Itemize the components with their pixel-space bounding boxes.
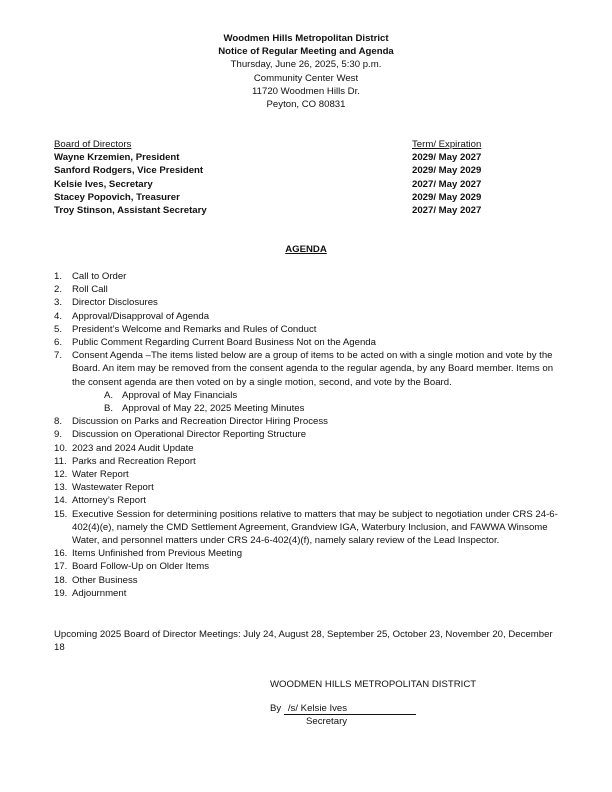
agenda-item xyxy=(54,270,564,283)
item-text: Attorney’s Report xyxy=(72,495,146,507)
meeting-datetime: Thursday, June 26, 2025, 5:30 p.m. xyxy=(230,59,382,71)
item-number: 10. xyxy=(54,442,68,454)
consent-subitem xyxy=(54,402,564,415)
agenda-item xyxy=(54,455,564,468)
item-number: 14. xyxy=(54,495,68,507)
item-text: Executive Session for determining positions relative to matters that may be subject to negotiation under CRS 24-6-402(4)(e), namely the CMD Settlement Agreement, Grandview IGA, Waterbury Inclusion, and FAWWA Winsome Water, and personnel matters under CRS 24-6-402(4)(f), namely salary review of the Lead Inspector. xyxy=(72,508,558,547)
agenda-list xyxy=(54,270,564,600)
member-name: Troy Stinson, Assistant Secretary xyxy=(54,205,207,217)
signature-district: WOODMEN HILLS METROPOLITAN DISTRICT xyxy=(270,679,477,690)
meeting-city: Peyton, CO 80831 xyxy=(266,99,346,111)
item-text: Public Comment Regarding Current Board Business Not on the Agenda xyxy=(72,337,376,349)
item-text: Items Unfinished from Previous Meeting xyxy=(72,548,243,560)
item-number: 15. xyxy=(54,508,68,520)
document-header xyxy=(0,32,612,111)
by-label: By xyxy=(270,703,282,715)
agenda-item xyxy=(54,574,564,587)
board-member-row xyxy=(54,204,486,217)
agenda-item xyxy=(54,428,564,441)
item-number: 17. xyxy=(54,561,68,573)
item-number: 16. xyxy=(54,548,68,560)
agenda-item xyxy=(54,494,564,507)
member-term: 2029/ May 2029 xyxy=(412,191,482,203)
item-text: Discussion on Parks and Recreation Director Hiring Process xyxy=(72,416,328,428)
agenda-item xyxy=(54,508,564,548)
subitem-letter: A. xyxy=(104,389,114,401)
item-text: Call to Order xyxy=(72,271,127,282)
board-of-directors xyxy=(54,138,486,217)
board-heading-row xyxy=(54,138,486,151)
member-term: 2029/ May 2029 xyxy=(412,165,482,177)
item-number: 18. xyxy=(54,574,68,586)
item-number: 3. xyxy=(54,297,63,309)
item-text: Parks and Recreation Report xyxy=(72,455,196,467)
upcoming-meetings: Upcoming 2025 Board of Director Meetings: July 24, August 28, September 25, October 23, November 20, December 18 xyxy=(54,629,553,654)
agenda-item xyxy=(54,323,564,336)
signature-block xyxy=(270,678,530,729)
item-text: Wastewater Report xyxy=(72,482,154,494)
signer-title: Secretary xyxy=(306,716,348,728)
subitem-text: Approval of May Financials xyxy=(122,389,238,401)
meeting-venue: Community Center West xyxy=(253,72,359,84)
member-name: Kelsie Ives, Secretary xyxy=(54,178,153,190)
member-name: Sanford Rodgers, Vice President xyxy=(54,165,204,177)
board-member-row xyxy=(54,178,486,191)
board-member-row xyxy=(54,151,486,164)
item-text: 2023 and 2024 Audit Update xyxy=(72,442,194,454)
meeting-street: 11720 Woodmen Hills Dr. xyxy=(252,85,360,97)
item-text: Approval/Disapproval of Agenda xyxy=(72,310,210,322)
agenda-item xyxy=(54,442,564,455)
item-number: 5. xyxy=(54,323,63,335)
agenda-item xyxy=(54,336,564,349)
item-number: 11. xyxy=(54,455,67,467)
agenda-item xyxy=(54,481,564,494)
agenda-item xyxy=(54,547,564,560)
item-text: Adjournment xyxy=(72,587,127,599)
item-number: 12. xyxy=(54,469,68,481)
member-term: 2027/ May 2027 xyxy=(412,205,482,217)
signer-name: /s/ Kelsie Ives xyxy=(284,704,416,715)
board-member-row xyxy=(54,164,486,177)
board-member-row xyxy=(54,191,486,204)
subitem-letter: B. xyxy=(104,403,114,415)
member-name: Wayne Krzemien, President xyxy=(54,152,180,164)
agenda-item xyxy=(54,587,564,600)
item-number: 19. xyxy=(54,587,68,599)
agenda-item xyxy=(54,468,564,481)
member-name: Stacey Popovich, Treasurer xyxy=(54,191,180,203)
member-term: 2029/ May 2027 xyxy=(412,152,482,164)
item-number: 9. xyxy=(54,429,63,441)
agenda-item xyxy=(54,283,564,296)
item-text: Consent Agenda –The items listed below are a group of items to be acted on with a single motion and vote by the Board. An item may be removed from the consent agenda to the regular agenda, by any Board member. Items on the consent agenda are then voted on by a single motion, second, and vote by the Board. xyxy=(72,350,554,388)
item-text: Director Disclosures xyxy=(72,297,158,309)
agenda-item xyxy=(54,310,564,323)
signature-line xyxy=(270,702,530,715)
agenda-item xyxy=(54,415,564,428)
consent-subitem xyxy=(54,389,564,402)
item-number: 8. xyxy=(54,416,63,428)
item-number: 6. xyxy=(54,337,63,349)
item-number: 1. xyxy=(54,271,63,282)
district-name: Woodmen Hills Metropolitan District xyxy=(223,33,389,44)
item-text: Water Report xyxy=(72,469,129,481)
agenda-item xyxy=(54,296,564,309)
agenda-item xyxy=(54,349,564,389)
member-term: 2027/ May 2027 xyxy=(412,178,482,190)
item-number: 7. xyxy=(54,350,63,362)
item-text: Roll Call xyxy=(72,284,108,296)
item-text: Discussion on Operational Director Reporting Structure xyxy=(72,429,307,441)
item-text: Other Business xyxy=(72,574,138,586)
item-text: Board Follow-Up on Older Items xyxy=(72,561,210,573)
agenda-title: AGENDA xyxy=(285,244,327,255)
board-heading: Board of Directors xyxy=(54,139,132,150)
item-number: 4. xyxy=(54,310,63,322)
subitem-text: Approval of May 22, 2025 Meeting Minutes xyxy=(122,403,305,415)
item-number: 2. xyxy=(54,284,63,296)
item-number: 13. xyxy=(54,482,68,494)
term-heading: Term/ Expiration xyxy=(412,139,482,150)
agenda-item xyxy=(54,560,564,573)
item-text: President’s Welcome and Remarks and Rules of Conduct xyxy=(72,323,317,335)
notice-title: Notice of Regular Meeting and Agenda xyxy=(218,46,394,58)
